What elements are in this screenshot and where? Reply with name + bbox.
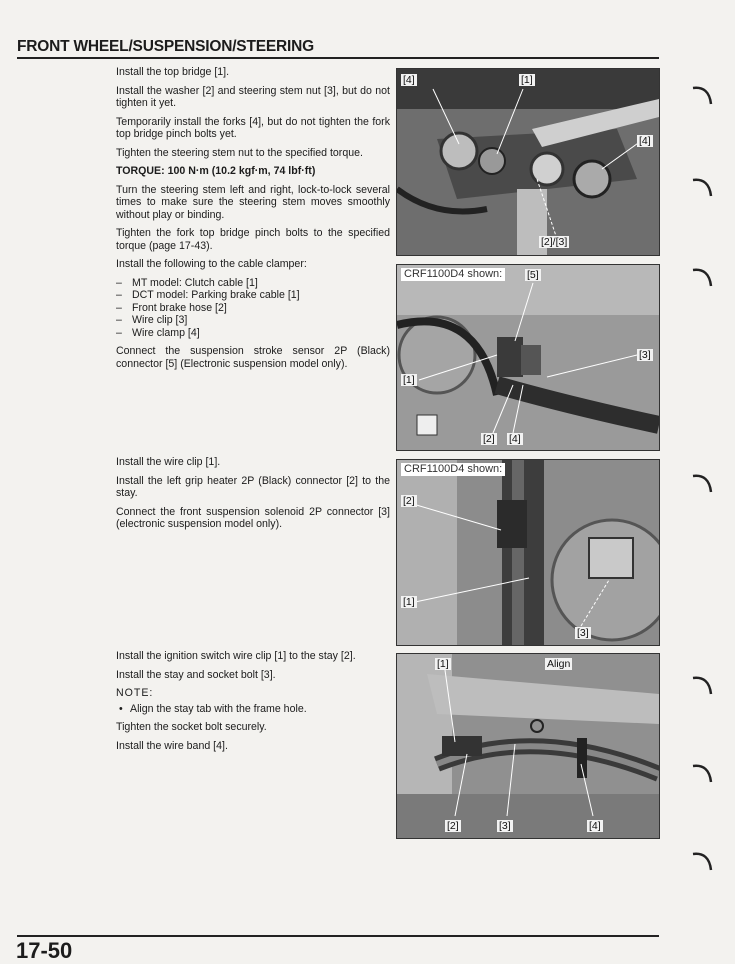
figure-cable-clamper (396, 264, 660, 451)
model-shown-label: CRF1100D4 shown: (401, 268, 505, 281)
note-list (116, 703, 390, 716)
callout-4: [4] (403, 74, 415, 86)
figure-top-bridge (396, 68, 660, 256)
binder-ring-mark-icon (689, 172, 717, 200)
paragraph: Connect the suspension stroke sensor 2P (Black) connector [5] (Electronic suspension model only). (116, 345, 390, 370)
list-item: • Align the stay tab with the frame hole. (116, 703, 390, 716)
paragraph: Install the wire band [4]. (116, 739, 228, 752)
paragraph: Tighten the socket bolt securely. (116, 721, 267, 733)
list-item (116, 289, 390, 302)
callout-2: [2] (447, 820, 459, 832)
footer-rule (17, 935, 659, 937)
list-item: – Wire clamp [4] (116, 327, 390, 340)
paragraph: Tighten the steering stem nut to the specified torque. (116, 146, 363, 159)
callout-2-3: [2]/[3] (541, 236, 568, 248)
binder-ring-mark-icon (689, 758, 717, 786)
binder-ring-mark-icon (689, 80, 717, 108)
section-1-text (116, 66, 390, 376)
paragraph: Install the wire clip [1]. (116, 456, 221, 468)
list-item-continuation: DCT model: Parking brake cable [1] (132, 289, 300, 301)
paragraph: Install the washer [2] and steering stem nut [3], but do not tighten it yet. (116, 84, 390, 109)
callout-5: [5] (527, 269, 539, 281)
paragraph: Temporarily install the forks [4], but do not tighten the fork top bridge pinch bolts yet. (116, 115, 390, 140)
binder-ring-mark-icon (689, 468, 717, 496)
list-item: – MT model: Clutch cable [1] (116, 277, 390, 290)
align-label: Align (547, 658, 571, 670)
callout-4: [4] (639, 135, 651, 147)
model-shown-label: CRF1100D4 shown: (401, 463, 505, 476)
ignition-stay-photo (397, 654, 659, 838)
list-item: – Wire clip [3] (116, 314, 390, 327)
figure-wire-clip (396, 459, 660, 646)
callout-4: [4] (509, 433, 521, 445)
paragraph: Install the following to the cable clamper: (116, 258, 307, 270)
wire-clip-photo (397, 460, 659, 645)
header-rule (17, 57, 659, 59)
binder-ring-mark-icon (689, 262, 717, 290)
paragraph: Turn the steering stem left and right, lock-to-lock several times to make sure the steering stem moves smoothly without play or binding. (116, 183, 390, 221)
callout-1: [1] (403, 596, 415, 608)
callout-1: [1] (437, 658, 449, 670)
section-3-text (116, 456, 390, 537)
paragraph: Install the stay and socket bolt [3]. (116, 668, 276, 681)
binder-ring-mark-icon (689, 846, 717, 874)
note-label: NOTE: (116, 687, 154, 699)
paragraph: Install the top bridge [1]. (116, 66, 230, 78)
callout-4: [4] (589, 820, 601, 832)
cable-clamper-photo (397, 265, 659, 450)
paragraph: Connect the front suspension solenoid 2P connector [3] (electronic suspension model only). (116, 505, 390, 530)
list-item: – Front brake hose [2] (116, 302, 390, 315)
cable-list (116, 277, 390, 340)
page-title: FRONT WHEEL/SUSPENSION/STEERING (17, 38, 314, 55)
callout-3: [3] (577, 627, 589, 639)
callout-3: [3] (499, 820, 511, 832)
callout-3: [3] (639, 349, 651, 361)
paragraph: Install the ignition switch wire clip [1] to the stay [2]. (116, 650, 356, 662)
callout-1: [1] (403, 374, 415, 386)
top-bridge-photo (397, 69, 659, 255)
page-number: 17-50 (16, 938, 73, 963)
paragraph: Tighten the fork top bridge pinch bolts to the specified torque (page 17-43). (116, 227, 390, 252)
paragraph: Install the left grip heater 2P (Black) connector [2] to the stay. (116, 474, 390, 499)
binder-ring-mark-icon (689, 670, 717, 698)
callout-1: [1] (521, 74, 533, 86)
callout-2: [2] (483, 433, 495, 445)
torque-spec: TORQUE: 100 N·m (10.2 kgf·m, 74 lbf·ft) (116, 165, 316, 177)
section-4-text (116, 650, 390, 758)
callout-2: [2] (403, 495, 415, 507)
figure-ignition-stay (396, 653, 660, 839)
